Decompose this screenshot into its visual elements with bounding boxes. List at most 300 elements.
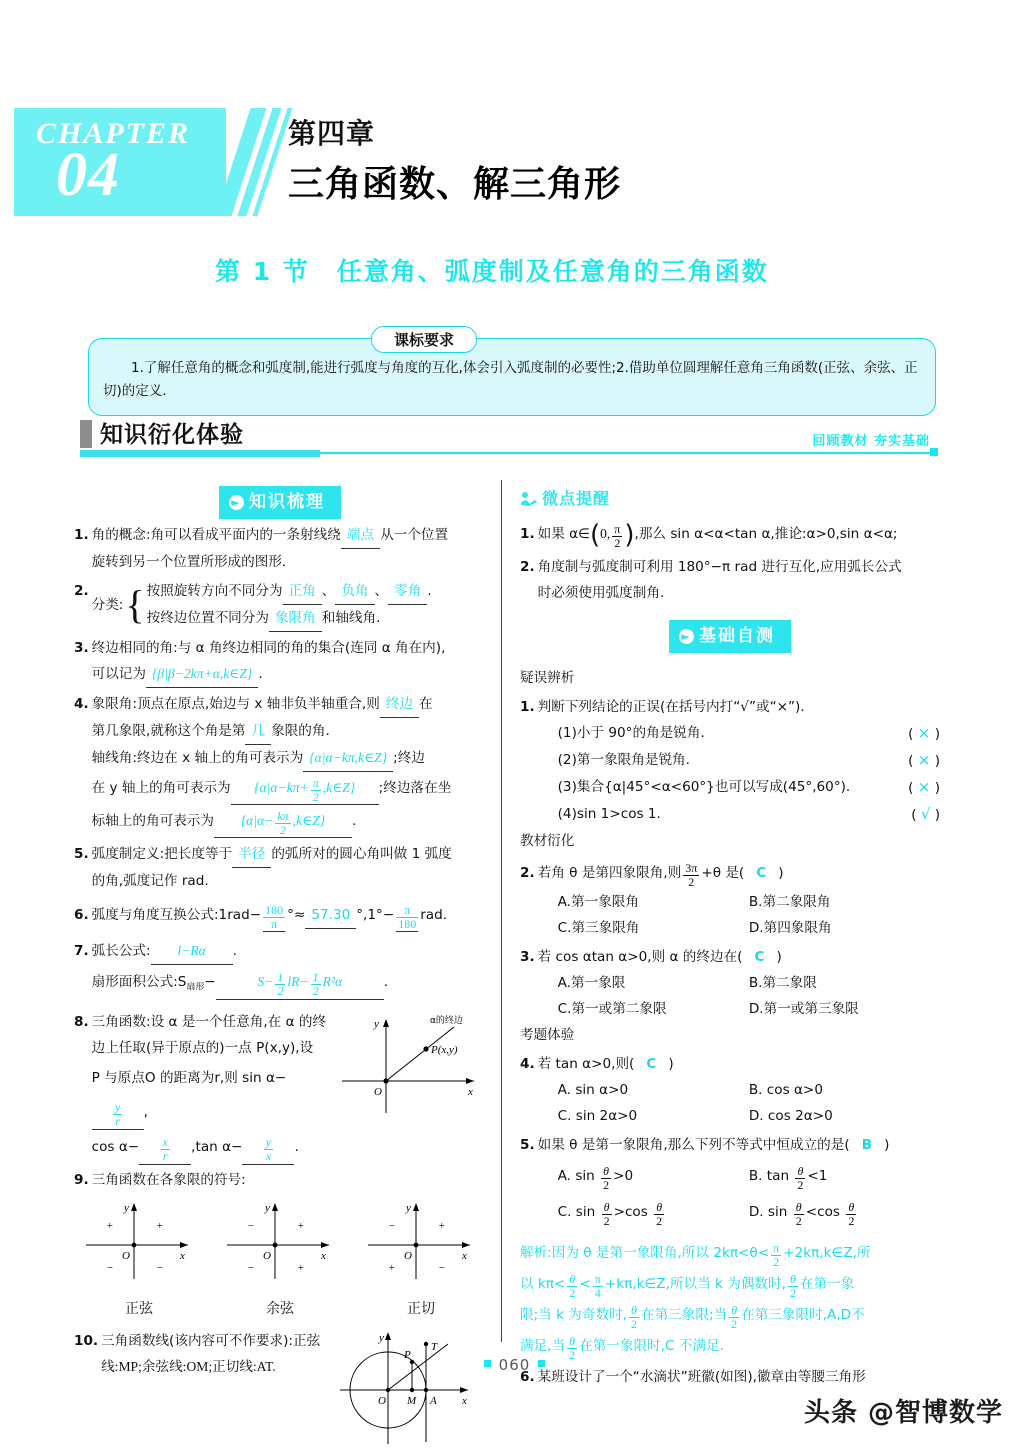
diagram-y-label: y [406, 1201, 411, 1214]
denominator: π [271, 917, 278, 931]
denominator: r [162, 1148, 168, 1163]
knowledge-header [80, 418, 938, 462]
denominator: 2 [656, 1214, 663, 1228]
line-end: . [294, 1138, 299, 1155]
numerator: 1 [312, 970, 319, 984]
separator: 、 [321, 583, 336, 599]
tip-item [520, 554, 940, 606]
diagram-10-wrap [336, 1328, 486, 1448]
explanation-text: +2kπ,k∈Z,所 [783, 1245, 871, 1261]
question-1 [520, 694, 940, 828]
line-lead: 标轴上的角可表示为 [91, 813, 214, 829]
fraction [794, 1201, 804, 1228]
fill-blank [216, 965, 384, 1000]
list-item [74, 938, 486, 1005]
item-line: 线:MP;余弦线:OM;正切线:AT. [101, 1358, 276, 1374]
knowledge-review-label: 知识梳理 [249, 492, 325, 512]
fraction [601, 1165, 611, 1192]
brace-icon: { [125, 582, 145, 627]
row-lead: 按终边位置不同分为 [146, 610, 269, 626]
item-body [538, 944, 940, 1022]
numerator: y [265, 1134, 272, 1149]
item-body [92, 938, 486, 1005]
item-line: 角度制与弧度制可利用 180°−π rad 进行互化,应用弧长公式 [537, 559, 902, 575]
fraction [593, 1273, 603, 1300]
denominator: r [115, 1113, 120, 1128]
item-body [538, 1051, 940, 1129]
question-stem: 某班设计了一个“水滴状”班徽(如图),徽章由等腰三角形 [537, 1369, 866, 1385]
answer-bracket: ( × ) [908, 778, 940, 796]
item-line: 边上任取(异于原点的)一点 P(x,y),设 [91, 1039, 314, 1056]
fill-blank [92, 1095, 144, 1130]
item-line: 的角,弧度记作 rad. [91, 873, 209, 889]
line-end: . [232, 943, 237, 959]
question-3 [520, 944, 940, 1022]
header-bar-thick [80, 450, 320, 457]
fraction [612, 523, 622, 550]
option-row [538, 1103, 940, 1129]
column-divider [501, 480, 502, 1342]
sign-q3: − [247, 1261, 255, 1274]
classification-rows [147, 578, 486, 632]
numerator: θ [601, 1165, 611, 1179]
chapter-label-en: CHAPTER [36, 117, 191, 150]
numerator: θ [729, 1304, 739, 1318]
explanation-text: 在第三象限;当 [640, 1307, 728, 1323]
denominator: 180 [398, 917, 417, 931]
option-post: >0 [613, 1168, 634, 1184]
numerator: θ [602, 1201, 612, 1215]
tangent-sign-diagram [362, 1199, 480, 1285]
watermark: 头条 @智博数学 [803, 1398, 1003, 1428]
numerator: π [312, 776, 319, 790]
line-end: ;终边 [393, 750, 425, 766]
denominator: 2 [688, 875, 695, 889]
line-end: 象限的角. [271, 723, 330, 739]
option-d: D. cos 2α>0 [748, 1108, 833, 1124]
sign-q4: − [438, 1261, 446, 1274]
sine-sign-diagram [80, 1199, 198, 1285]
numerator: θ [629, 1304, 639, 1318]
option-row [538, 1194, 940, 1230]
page-footer [0, 1356, 1029, 1375]
answer-letter: C [646, 1056, 657, 1072]
fraction [113, 1101, 122, 1128]
fill-blank: 正角 [283, 578, 322, 605]
diagram-a-label: A [430, 1394, 437, 1407]
option-b [749, 1158, 940, 1194]
question-stem [538, 1051, 940, 1077]
option-row [538, 889, 940, 915]
explanation-text: 在第一象限时,C 不满足. [579, 1338, 724, 1354]
blank-c: R²α [322, 974, 343, 989]
option-post: >cos [613, 1204, 653, 1220]
classification-row-1 [147, 578, 486, 605]
item-number: 1. [74, 527, 89, 543]
numerator: θ [846, 1201, 856, 1215]
trig-lines-unit-circle-diagram [336, 1328, 486, 1448]
stem-pre: 若角 θ 是第四象限角,则 [537, 865, 682, 881]
fraction [629, 1304, 639, 1331]
answer-mark: × [917, 751, 931, 769]
answer-mark: × [917, 778, 931, 796]
line-end: . [383, 974, 389, 990]
item-line [92, 1130, 334, 1165]
header-bar-thin [320, 452, 930, 454]
diagram-ray-label: α的终边 [430, 1015, 463, 1026]
paren-close: ) [668, 1056, 674, 1072]
fraction [311, 777, 321, 804]
explanation-text: 因为 θ 是第一象限角,所以 2kπ<θ< [551, 1245, 770, 1261]
diagram-caption: 正弦 [125, 1300, 153, 1317]
line-end: ;终边落在坐 [378, 780, 452, 796]
line-lead: 弧长公式: [91, 943, 151, 959]
denominator: 2 [312, 984, 319, 998]
item-body [538, 694, 940, 828]
line-lead: 第几象限,就称这个角是第 [91, 723, 246, 739]
answer-mark: √ [920, 805, 931, 823]
item-number: 1. [520, 526, 535, 542]
question-stem [538, 1132, 940, 1158]
list-item [74, 578, 486, 632]
sign-q1: + [156, 1219, 164, 1232]
numerator: θ [788, 1273, 798, 1287]
fraction [771, 1242, 781, 1269]
paren-close: ) [776, 949, 782, 965]
line-end: , [143, 1103, 148, 1120]
numerator: 180 [265, 903, 284, 917]
item-number: 2. [520, 865, 535, 881]
explanation-label: 解析: [520, 1245, 552, 1261]
fill-blank: 终边 [380, 691, 419, 718]
teacher-icon [520, 488, 538, 503]
denominator: 2 [731, 1317, 738, 1331]
diagram-x-label: x [468, 1085, 473, 1098]
fill-blank: 57.30 [305, 902, 356, 929]
line-tail: rad. [420, 907, 448, 923]
item-line: 时必须使用弧度制角. [537, 585, 665, 601]
blank-pre: {α|α−kπ+ [254, 780, 309, 795]
diagram-8-wrap [334, 1009, 486, 1165]
numerator: θ [654, 1201, 664, 1215]
classification-row-2 [147, 605, 486, 632]
option-row [538, 970, 940, 996]
exam-head: 考题体验 [520, 1027, 575, 1043]
numerator: kπ [277, 809, 289, 823]
diagram-x-label: x [180, 1249, 185, 1262]
item-line [92, 965, 486, 1005]
sub-question-text: (4)sin 1>cos 1. [557, 806, 661, 822]
line-end: . [258, 666, 263, 682]
item-number: 7. [74, 943, 89, 959]
item-10-wrap [74, 1328, 486, 1448]
fraction [788, 1273, 798, 1300]
middle: °≈ [287, 907, 306, 923]
sign-q1: + [297, 1219, 305, 1232]
item-body [92, 902, 486, 932]
explanation-text: 限;当 k 为奇数时, [520, 1307, 627, 1323]
numerator: π [614, 522, 621, 536]
row-end: . [427, 583, 432, 599]
list-item [74, 1167, 486, 1193]
row-lead: 按照旋转方向不同分为 [146, 583, 283, 599]
denominator: 2 [277, 984, 284, 998]
page-number: 060 [498, 1356, 531, 1374]
sub-question [538, 774, 940, 801]
item-line: 旋转到另一个位置所形成的图形. [91, 554, 287, 570]
explanation-text: 在第三象限时,A,D不 [741, 1307, 865, 1323]
stem-post: +θ 是( [701, 865, 745, 881]
sub-question [538, 747, 940, 774]
item-line: 三角函数线(该内容可不作要求):正弦 [101, 1332, 321, 1349]
denominator: 2 [569, 1348, 576, 1362]
explanation-text: 以 kπ< [520, 1276, 566, 1292]
chapter-subtitle: 第四章 [288, 117, 376, 150]
option-d [749, 1194, 940, 1230]
line-lead: 轴线角:终边在 x 轴上的角可表示为 [91, 750, 304, 766]
fraction [567, 1273, 577, 1300]
diagram-p-label: P [404, 1348, 411, 1361]
diagram-y-label: y [124, 1201, 129, 1214]
item-body [92, 841, 486, 894]
option-pre: B. tan [748, 1168, 794, 1184]
tip-post: ,那么 sin α<α<tan α,推论:α>0,sin α<α; [634, 526, 898, 542]
numerator: π [594, 1272, 601, 1286]
option-post: <cos [805, 1204, 845, 1220]
sub-question-text: (2)第一象限角是锐角. [557, 752, 690, 768]
tip-pre: 如果 α∈ [537, 526, 590, 542]
stem: 若 tan α>0,则( [537, 1056, 635, 1072]
option-pre: A. sin [557, 1168, 600, 1184]
item-number: 3. [74, 640, 89, 656]
item-number: 1. [520, 699, 535, 715]
item-number: 10. [74, 1332, 99, 1349]
section-title: 第 1 节 任意角、弧度制及任意角的三角函数 [215, 257, 769, 286]
paren-open: ( [589, 520, 601, 550]
item-line [92, 841, 486, 868]
item-number: 2. [520, 559, 535, 575]
option-d: D.第四象限角 [748, 920, 832, 936]
denominator: 2 [789, 1286, 796, 1300]
subscript: 扇形 [186, 982, 205, 993]
item-line [92, 938, 486, 965]
list-item [74, 1328, 336, 1448]
fill-blank: {α|α−kπ,k∈Z} [303, 745, 393, 772]
fill-blank: 负角 [335, 578, 374, 605]
sign-q4: + [297, 1261, 305, 1274]
sign-q1: + [438, 1219, 446, 1232]
fraction [264, 1136, 273, 1163]
diagram-origin-label: O [404, 1249, 412, 1262]
diagram-t-label: T [431, 1340, 438, 1353]
quadrant-sign-diagrams [74, 1199, 486, 1322]
stem: 如果 θ 是第一象限角,那么下列不等式中恒成立的是( [537, 1137, 850, 1153]
item-line [92, 718, 486, 745]
line-lead: 弧度与角度互换公式:1rad− [91, 907, 262, 923]
selftest-pill [669, 620, 791, 653]
denominator: 2 [569, 1286, 576, 1300]
fill-blank: 几 [245, 718, 271, 745]
option-row [538, 1158, 940, 1194]
numerator: π [396, 904, 418, 918]
line-mid: ,tan α− [191, 1138, 243, 1155]
option-c: C.第一或第二象限 [557, 1001, 667, 1017]
paren-close: ) [778, 865, 784, 881]
item-line [92, 745, 486, 772]
separator: 、 [374, 583, 389, 599]
sub-question-text: (1)小于 90°的角是锐角. [557, 725, 705, 741]
item-body [92, 1009, 334, 1165]
fraction [683, 862, 699, 889]
answer-bracket: ( √ ) [911, 805, 940, 823]
denominator: 2 [848, 1214, 855, 1228]
diagram-y-label: y [265, 1201, 270, 1214]
row-end: 和轴线角. [321, 610, 381, 626]
fill-blank [214, 805, 352, 838]
item-number: 6. [520, 1369, 535, 1385]
item-number: 8. [74, 1013, 89, 1030]
denominator: 2 [797, 1178, 804, 1192]
answer-bracket: ( × ) [908, 751, 940, 769]
option-row [538, 1077, 940, 1103]
line-lead: 弧度制定义:把长度等于 [91, 846, 233, 862]
option-a: A.第一象限角 [557, 894, 639, 910]
diagram-x-label: x [462, 1394, 467, 1407]
interval-left: 0, [600, 526, 611, 541]
denominator: 2 [312, 790, 319, 804]
line-end: 在 [419, 696, 433, 712]
explanation-block [520, 1238, 940, 1362]
numerator: θ [567, 1335, 577, 1349]
line-lead: P 与原点O 的距离为r,则 sin α− [91, 1069, 287, 1086]
item-body [538, 1132, 940, 1230]
explanation-line [520, 1269, 940, 1300]
explanation-text: 在第一象 [799, 1276, 855, 1292]
play-triangle-icon: ► [229, 495, 244, 510]
course-requirement-box [88, 338, 936, 416]
denominator: 2 [795, 1214, 802, 1228]
knowledge-header-title: 知识衍化体验 [100, 422, 244, 448]
fraction [263, 904, 285, 932]
selftest-pill-wrap [520, 620, 940, 653]
knowledge-review-pill-wrap [74, 486, 486, 519]
diagram-origin-label: O [374, 1085, 382, 1098]
item-number: 2. [74, 583, 89, 599]
knowledge-header-subtitle: 回顾教材 夯实基础 [812, 434, 930, 449]
fraction [275, 971, 285, 998]
question-stem: 判断下列结论的正误(在括号内打“√”或“×”). [537, 699, 805, 715]
sign-q3: + [388, 1261, 396, 1274]
numerator: 1 [277, 970, 284, 984]
item-number: 9. [74, 1171, 89, 1188]
line-lead: 扇形面积公式:S [91, 974, 187, 990]
option-b: B. cos α>0 [748, 1082, 823, 1098]
answer-letter: C [754, 949, 765, 965]
cosine-sign-diagram [221, 1199, 339, 1285]
item-line [92, 691, 486, 718]
fill-blank [231, 772, 379, 805]
explanation-text: +kπ,k∈Z,所以当 k 为偶数时, [604, 1276, 786, 1292]
option-c: C. sin 2α>0 [557, 1108, 638, 1124]
sub-question [538, 801, 940, 828]
fraction [161, 1136, 170, 1163]
fill-blank: 象限角 [269, 605, 322, 632]
chapter-banner [14, 108, 226, 216]
fraction [846, 1201, 856, 1228]
option-row [538, 915, 940, 941]
footer-square-right-icon [538, 1360, 545, 1367]
chapter-number: 04 [56, 141, 120, 209]
list-item [74, 902, 486, 932]
line-end: 的弧所对的圆心角叫做 1 弧度 [271, 846, 452, 862]
tip-head-label: 微点提醒 [542, 489, 611, 508]
misjudge-head: 疑误辨析 [520, 670, 575, 686]
item-line [92, 772, 486, 805]
option-d: D.第一或第三象限 [748, 1001, 859, 1017]
header-tick-icon [80, 420, 92, 448]
diagram-point-label: P(x,y) [431, 1043, 458, 1056]
numerator: θ [567, 1273, 577, 1287]
line-lead: 象限角:顶点在原点,始边与 x 轴非负半轴重合,则 [91, 696, 380, 712]
denominator: 2 [603, 1178, 610, 1192]
diagram-origin-label: O [378, 1394, 386, 1407]
classification-label: 分类: [91, 597, 124, 613]
item-body [101, 1328, 336, 1448]
fill-blank: 端点 [341, 522, 380, 549]
list-item [74, 522, 486, 575]
diagram-y-label: y [379, 1331, 384, 1344]
question-2 [520, 857, 940, 941]
numerator: θ [794, 1201, 804, 1215]
option-post: <1 [807, 1168, 828, 1184]
answer-letter: C [756, 865, 767, 881]
explanation-line [520, 1238, 940, 1269]
textbook-head: 教材衍化 [520, 833, 575, 849]
diagram-m-label: M [407, 1394, 417, 1407]
sign-q2: − [388, 1219, 396, 1232]
numerator: y [114, 1099, 121, 1114]
fill-blank: {β|β−2kπ+α,k∈Z} [146, 661, 258, 688]
item-number: 5. [520, 1137, 535, 1153]
denominator: 2 [280, 823, 287, 837]
sign-q2: + [106, 1219, 114, 1232]
option-a [558, 1158, 749, 1194]
sub-question [538, 720, 940, 747]
fraction [654, 1201, 664, 1228]
numerator: x [162, 1134, 168, 1149]
option-b: B.第二象限角 [748, 894, 831, 910]
blank-pre: {α|α− [240, 813, 274, 828]
fill-blank [242, 1130, 294, 1165]
diagram-caption: 正切 [407, 1300, 435, 1317]
item-line: 终边相同的角:与 α 角终边相同的角的集合(连同 α 角在内), [91, 640, 446, 656]
quadrant-diagram [221, 1199, 339, 1322]
play-triangle-icon: ► [679, 629, 694, 644]
option-pre: D. sin [748, 1204, 792, 1220]
option-row [538, 996, 940, 1022]
option-b: B.第二象限 [748, 975, 817, 991]
item-body [538, 554, 940, 606]
item-body [92, 522, 486, 575]
numerator: π [773, 1241, 780, 1255]
option-c: C.第三象限角 [557, 920, 640, 936]
list-item [74, 691, 486, 838]
item-line [92, 661, 486, 688]
explanation-text: < [579, 1276, 591, 1292]
stem: 若 cos αtan α>0,则 α 的终边在( [537, 949, 743, 965]
numerator: 3π [685, 861, 698, 875]
footer-square-left-icon [484, 1360, 491, 1367]
